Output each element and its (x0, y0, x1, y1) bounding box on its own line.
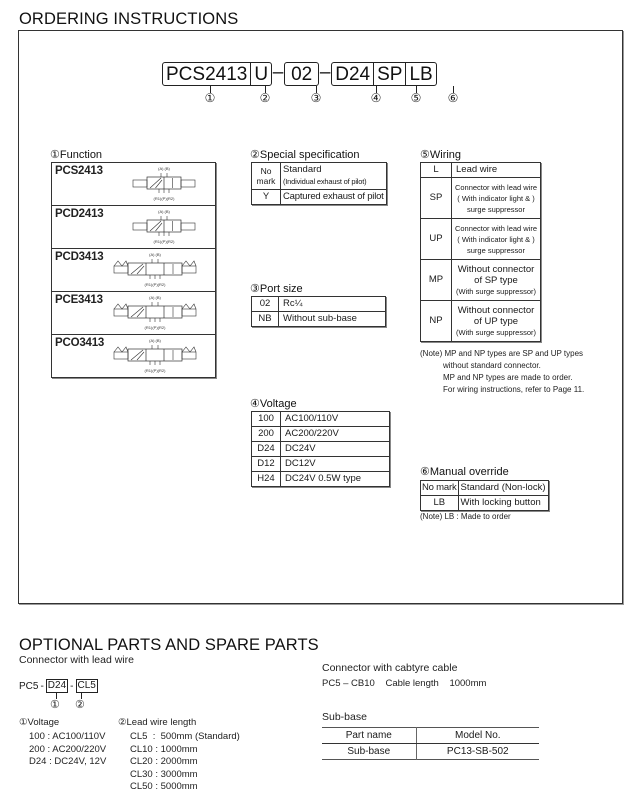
valve-symbol-part (114, 261, 128, 266)
table-row (421, 481, 549, 496)
subbase-table (322, 727, 539, 760)
valve-symbol-part (128, 306, 182, 318)
valve-symbol-part: (R1)(P)(R2) (153, 239, 175, 244)
wiring-title: ⑤Wiring (420, 149, 462, 161)
voltage-desc: AC200/220V (281, 427, 390, 442)
wiring-desc: Without connector of SP type (With surge suppressor) (452, 260, 541, 301)
valve-symbol-icon (105, 251, 205, 289)
lead-code-length: CL5 (77, 680, 96, 691)
wiring-code: NP (421, 301, 452, 342)
code-number-4: ④ (370, 91, 382, 105)
valve-symbol-part (181, 223, 195, 230)
function-row (52, 163, 215, 206)
table-row (421, 260, 541, 301)
voltage-item: D24 : DC24V, 12V (29, 756, 107, 767)
voltage-title: ④Voltage (250, 398, 297, 410)
valve-symbol-part (133, 223, 147, 230)
length-item: CL30 : 3000mm (130, 768, 198, 780)
wiring-code: MP (421, 260, 452, 301)
lead-number-2: ② (75, 699, 85, 711)
col-header-model: Model No. (416, 728, 539, 744)
manual-title: ⑥Manual override (420, 466, 509, 478)
manual-desc: With locking button (458, 496, 548, 511)
valve-symbol-icon (123, 165, 205, 203)
code-group-1 (162, 62, 272, 86)
cabtyre-title: Connector with cabtyre cable (322, 662, 458, 674)
wiring-code: SP (421, 178, 452, 219)
voltage-code: 100 (252, 412, 281, 427)
ordering-title: ORDERING INSTRUCTIONS (19, 10, 239, 28)
table-row (252, 427, 390, 442)
optional-title: OPTIONAL PARTS AND SPARE PARTS (19, 636, 319, 654)
lead-voltage-list (29, 731, 106, 769)
valve-symbol-part: (R1)(P)(R2) (144, 368, 166, 373)
table-header-row (322, 728, 539, 744)
code-dash: – (319, 62, 331, 83)
table-row (421, 178, 541, 219)
function-row (52, 292, 215, 335)
table-row (252, 297, 386, 312)
valve-symbol-part: (R1)(P)(R2) (144, 325, 166, 330)
cabtyre-code: PC5 – CB10 (322, 678, 375, 689)
port-code: NB (252, 312, 279, 327)
lead-length-list (130, 731, 240, 794)
special-desc: Standard (Individual exhaust of pilot) (281, 163, 387, 190)
table-row (421, 163, 541, 178)
port-code: 02 (252, 297, 279, 312)
special-table (251, 162, 387, 205)
voltage-desc: DC24V 0.5W type (281, 472, 390, 487)
valve-symbol-part: (A) (B) (158, 166, 170, 171)
port-desc: Without sub-base (279, 312, 386, 327)
code-segment-manual: LB (409, 64, 433, 85)
code-number-6: ⑥ (447, 91, 459, 105)
table-row (252, 457, 390, 472)
valve-symbol-part (137, 309, 144, 317)
code-number-3: ③ (310, 91, 322, 105)
voltage-code: 200 (252, 427, 281, 442)
table-row (421, 219, 541, 260)
voltage-code: D24 (252, 442, 281, 457)
table-row (322, 744, 539, 760)
wiring-desc: Connector with lead wire ( With indicator light & ) surge suppressor (452, 178, 541, 219)
manual-desc: Standard (Non-lock) (458, 481, 548, 496)
valve-symbol-part (156, 223, 163, 231)
lead-length-title: ②Lead wire length (118, 717, 197, 728)
voltage-code: D12 (252, 457, 281, 472)
lead-number-1: ① (50, 699, 60, 711)
port-title: ③Port size (250, 283, 303, 295)
table-row (421, 496, 549, 511)
length-item: CL20 : 2000mm (130, 756, 198, 767)
wiring-code: L (421, 163, 452, 178)
wiring-desc: Connector with lead wire ( With indicator light & ) surge suppressor (452, 219, 541, 260)
voltage-desc: DC12V (281, 457, 390, 472)
table-row (252, 412, 390, 427)
function-name: PCD3413 (55, 251, 104, 263)
manual-note: (Note) LB : Made to order (420, 512, 511, 521)
table-row (421, 301, 541, 342)
code-dash: – (272, 62, 284, 83)
function-name: PCO3413 (55, 337, 105, 349)
manual-table (420, 480, 549, 511)
subbase-title: Sub-base (322, 711, 367, 723)
port-desc: Rc¼ (279, 297, 386, 312)
table-row (252, 312, 386, 327)
cell-part: Sub-base (322, 744, 416, 760)
valve-symbol-icon (105, 337, 205, 375)
wiring-desc: Without connector of UP type (With surge suppressor) (452, 301, 541, 342)
special-title: ②Special specification (250, 149, 360, 161)
function-row (52, 206, 215, 249)
table-row (252, 472, 390, 487)
cell-model: PC13-SB-502 (446, 746, 509, 757)
lead-wire-title: Connector with lead wire (19, 654, 134, 666)
code-number-5: ⑤ (410, 91, 422, 105)
voltage-desc: AC100/110V (281, 412, 390, 427)
valve-symbol-part (114, 309, 128, 316)
wiring-table (420, 162, 541, 342)
port-table (251, 296, 386, 327)
table-row (252, 190, 387, 205)
lead-voltage-title: ①Voltage (19, 717, 60, 728)
valve-symbol-part (182, 266, 196, 273)
valve-symbol-part (114, 347, 128, 352)
function-name: PCD2413 (55, 208, 104, 220)
voltage-item: 200 : AC200/220V (29, 743, 107, 755)
table-row (252, 442, 390, 457)
valve-symbol-part: (R1)(P)(R2) (144, 282, 166, 287)
valve-symbol-part: (R1)(P)(R2) (153, 196, 175, 201)
manual-code: LB (421, 496, 459, 511)
code-group-2 (284, 62, 319, 86)
col-header-part: Part name (322, 728, 416, 744)
code-group-3 (331, 62, 436, 86)
manual-code: No mark (421, 481, 459, 496)
cabtyre-spec (322, 678, 486, 691)
special-desc: Captured exhaust of pilot (281, 190, 387, 205)
valve-symbol-part (181, 180, 195, 187)
valve-symbol-part (114, 304, 128, 309)
valve-symbol-part (182, 309, 196, 316)
special-code: Y (252, 190, 281, 205)
function-row (52, 335, 215, 377)
valve-symbol-part (133, 180, 147, 187)
cabtyre-length-value: 1000mm (449, 678, 487, 689)
valve-symbol-part (182, 304, 196, 309)
valve-symbol-part (137, 352, 144, 360)
model-code (162, 62, 437, 86)
function-table (51, 162, 216, 378)
code-number-2: ② (259, 91, 271, 105)
code-segment-wiring: SP (374, 63, 406, 85)
function-row (52, 249, 215, 292)
voltage-table (251, 411, 390, 487)
code-number-1: ① (204, 91, 216, 105)
table-row (252, 163, 387, 190)
function-name: PCS2413 (55, 165, 103, 177)
valve-symbol-part (182, 261, 196, 266)
length-item: CL50 : 5000mm (130, 781, 198, 792)
valve-symbol-part (182, 352, 196, 359)
special-code: No mark (252, 163, 281, 190)
voltage-desc: DC24V (281, 442, 390, 457)
function-name: PCE3413 (55, 294, 103, 306)
valve-symbol-part: (A) (B) (149, 252, 161, 257)
valve-symbol-part: (A) (B) (158, 209, 170, 214)
valve-symbol-part (156, 180, 163, 188)
valve-symbol-part: (A) (B) (149, 338, 161, 343)
valve-symbol-part (137, 266, 144, 274)
code-segment-model: PCS2413 (163, 63, 251, 85)
cabtyre-length-label: Cable length (385, 678, 439, 689)
valve-symbol-icon (105, 294, 205, 332)
code-segment-special: U (254, 64, 269, 85)
valve-symbol-part (128, 349, 182, 361)
valve-symbol-part: (A) (B) (149, 295, 161, 300)
lead-code-voltage: D24 (47, 680, 67, 691)
length-item: CL5 : 500mm (Standard) (130, 731, 240, 742)
valve-symbol-part (182, 347, 196, 352)
function-title: ①Function (50, 149, 103, 161)
wiring-notes: (Note) MP and NP types are SP and UP types without standard connector. MP and NP types are made to order. For wiring instructions, refer to Page 11. (420, 349, 585, 394)
wiring-code: UP (421, 219, 452, 260)
valve-symbol-part (114, 266, 128, 273)
voltage-code: H24 (252, 472, 281, 487)
wiring-desc: Lead wire (452, 163, 541, 178)
code-segment-voltage: D24 (332, 63, 374, 85)
valve-symbol-part (114, 352, 128, 359)
voltage-item: 100 : AC100/110V (29, 731, 106, 742)
lead-wire-code: PC5 - D24 - CL5 (19, 680, 96, 692)
valve-symbol-icon (123, 208, 205, 246)
code-segment-port: 02 (291, 64, 313, 85)
length-item: CL10 : 1000mm (130, 743, 198, 755)
valve-symbol-part (128, 263, 182, 275)
